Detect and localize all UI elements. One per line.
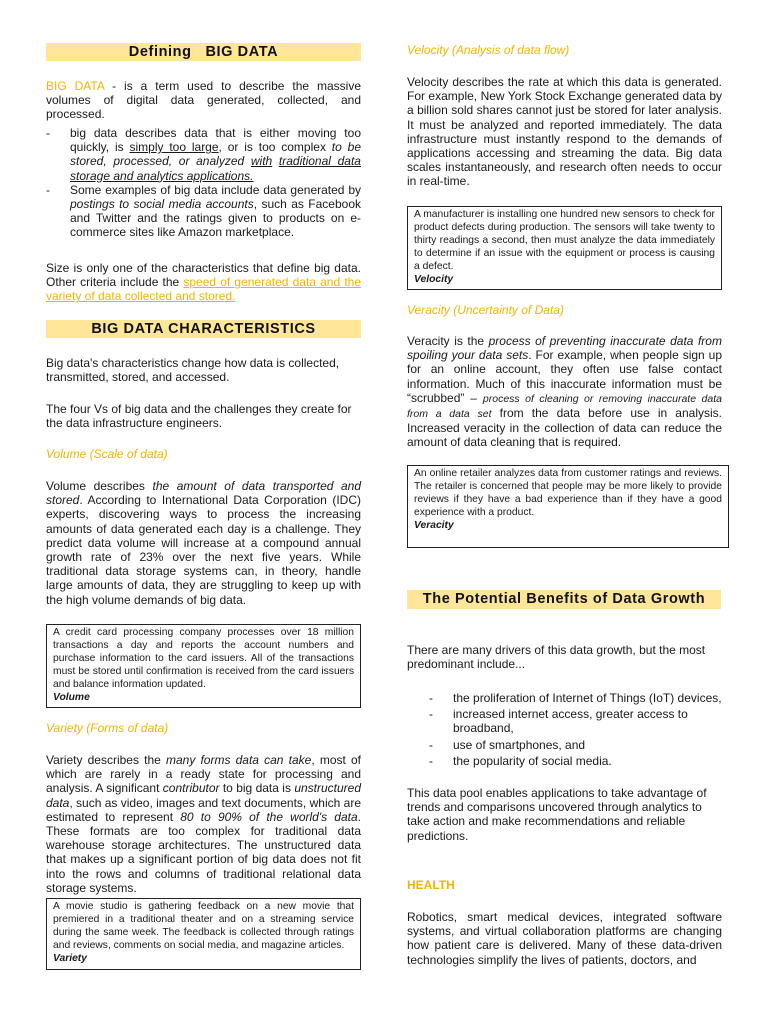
velocity-heading: Velocity (Analysis of data flow) [407, 43, 570, 57]
intro-paragraph [46, 79, 361, 122]
definition-list [46, 126, 361, 240]
variety-example-box [46, 898, 361, 970]
list-item: - Some examples of big data include data generated by postings to social media accounts, such as Facebook and Twitter and the ratings given to products on e-commerce sites like Amazon marketplace. [46, 182, 361, 240]
list-item: - the popularity of social media. [429, 753, 612, 768]
drivers-list [407, 691, 722, 768]
box-text: A credit card processing company processes over 18 million transactions a day and reports the account numbers and purchase information to the card issuers. All of the transactions must be stored until confirmation is received from the card issuers and balance information updated. [53, 627, 354, 690]
health-heading: HEALTH [407, 878, 455, 892]
veracity-example-box [407, 465, 729, 548]
box-text: A movie studio is gathering feedback on a new movie that premiered in a traditional theater and on a streaming service during the same week. The feedback is collected through ratings and reviews, comments on social media, and magazine articles. [53, 901, 354, 951]
list-item: - big data describes data that is either moving too quickly, is simply too large, or is too complex to be stored, processed, or analyzed with traditional data storage and analytics applications. [46, 126, 361, 183]
big-data-term: BIG DATA [46, 79, 105, 93]
health-paragraph: Robotics, smart medical devices, integrated software systems, and virtual collaboration platforms are changing how patient care is delivered. Many of these data-driven technologies simplify the lives of patients, doctors, and [407, 910, 722, 967]
variety-heading: Variety (Forms of data) [46, 721, 169, 735]
volume-paragraph: Volume describes the amount of data transported and stored. According to International Data Corporation (IDC) experts, discovering ways to process the increasing amounts of data generated each day is a challenge. They predict data volume will increase at a compound annual growth rate of 23% over the next five years. While traditional data storage systems can, in theory, handle large amounts of data, they are struggling to keep up with the high volume demands of big data. [46, 479, 361, 607]
box-tag: Velocity [414, 273, 454, 285]
veracity-paragraph: Veracity is the process of preventing inaccurate data from spoiling your data sets. For example, when people sign up for an online account, they often use false contact information. Much of this inaccurate information must be “scrubbed” – process of cleaning or removing inaccurate data from a data set from the data before use in analysis. Increased veracity in the collection of data can reduce the amount of data cleaning that is required. [407, 334, 722, 450]
list-item: - the proliferation of Internet of Things (IoT) devices, [429, 691, 722, 705]
intro-text: - is a term used to describe the massive volumes of digital data generated, collected, and processed. [46, 79, 361, 122]
velocity-paragraph: Velocity describes the rate at which this data is generated. For example, New York Stock Exchange generated data by a billion sold shares cannot just be stored for later analysis. It must be analyzed and reported immediately. The data infrastructure must instantly respond to the demands of applications accessing and streaming the data. Big data scales instantaneously, and research often needs to occur in real-time. [407, 75, 722, 189]
velocity-example-box [407, 206, 722, 290]
box-text: An online retailer analyzes data from customer ratings and reviews. The retailer is concerned that people may be more likely to provide reviews if they have a bad experience than if they have a good experience with a product. [414, 468, 722, 518]
box-tag: Volume [53, 691, 90, 703]
characteristics-paragraph: Big data's characteristics change how data is collected, transmitted, stored, and accessed. [46, 356, 340, 385]
box-tag: Veracity [414, 519, 454, 531]
veracity-heading: Veracity (Uncertainty of Data) [407, 303, 564, 317]
volume-example-box [46, 624, 361, 708]
benefits-title: The Potential Benefits of Data Growth [407, 590, 721, 609]
title-text: Defining BIG DATA [128, 44, 279, 60]
list-item: - use of smartphones, and [429, 737, 586, 752]
four-vs-paragraph: The four Vs of big data and the challenges they create for the data infrastructure engineers. [46, 402, 352, 431]
variety-paragraph: Variety describes the many forms data can take, most of which are rarely in a ready state for processing and analysis. A significant contributor to big data is unstructured data, such as video, images and text documents, which are estimated to represent 80 to 90% of the world's data. These formats are too complex for traditional data warehouse storage architectures. The unstructured data that makes up a significant portion of big data does not fit into the rows and columns of traditional relational data storage systems. [46, 753, 362, 895]
box-tag: Variety [53, 952, 87, 964]
criteria-link[interactable]: speed of generated data and the variety of data collected and stored. [46, 275, 361, 304]
list-item: - increased internet access, greater access to broadband, [429, 707, 688, 736]
characteristics-title: BIG DATA CHARACTERISTICS [46, 320, 361, 338]
defining-big-data-title [46, 43, 361, 61]
data-pool-paragraph: This data pool enables applications to take advantage of trends and comparisons uncovered through analytics to take action and make recommendations and reliable predictions. [407, 786, 707, 843]
benefits-intro: There are many drivers of this data growth, but the most predominant include... [407, 643, 706, 672]
volume-heading: Volume (Scale of data) [46, 447, 168, 461]
box-text: A manufacturer is installing one hundred new sensors to check for product defects during production. The sensors will take twenty to thirty readings a second, then must analyze the data immediately to determine if an issue with the equipment or process is causing a defect. [414, 209, 715, 272]
size-paragraph: Size is only one of the characteristics that define big data. Other criteria include the speed of generated data and the variety of data collected and stored. [46, 261, 361, 304]
